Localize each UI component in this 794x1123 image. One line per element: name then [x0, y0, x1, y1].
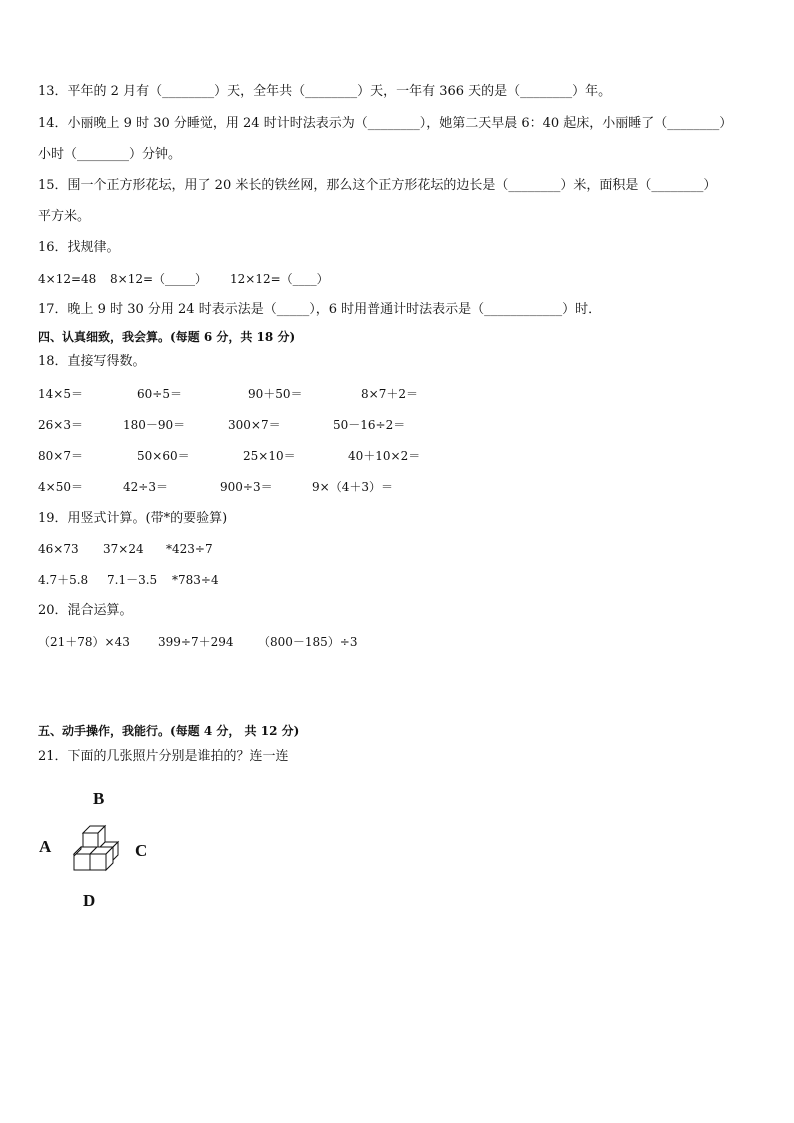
cube-front-right — [90, 854, 106, 870]
q18-r3-c2: 50×60＝ — [137, 449, 190, 463]
q20-item-3: （800－185）÷3 — [258, 635, 358, 649]
q18-r4-c2: 42÷3＝ — [123, 480, 168, 494]
q19-r1-c1: 46×73 — [38, 542, 79, 556]
section-4-title: 四、认真细致，我会算。(每题 6 分，共 18 分) — [38, 330, 296, 344]
q19-r1-c3: *423÷7 — [166, 542, 213, 556]
label-d: D — [83, 891, 96, 910]
label-c: C — [135, 841, 148, 860]
cube-front-left — [74, 854, 90, 870]
q16-item-1: 4×12=48 — [38, 272, 97, 286]
label-a: A — [39, 837, 52, 856]
question-14-line1: 14．小丽晚上 9 时 30 分睡觉，用 24 时计时法表示为（________），她第二天早晨 6：40 起床，小丽睡了（________） — [38, 116, 733, 131]
q18-r1-c2: 60÷5＝ — [137, 387, 182, 401]
q18-r3-c3: 25×10＝ — [243, 449, 296, 463]
cube-figure — [30, 782, 170, 922]
question-19: 19．用竖式计算。(带*的要验算) — [38, 511, 228, 526]
question-15-line2: 平方米。 — [38, 209, 91, 224]
q19-r2-c3: *783÷4 — [172, 573, 219, 587]
question-21: 21．下面的几张照片分别是谁拍的？连一连 — [38, 749, 289, 764]
question-13: 13．平年的 2 月有（________）天，全年共（________）天，一年有 366 天的是（________）年。 — [38, 84, 612, 99]
q18-r3-c1: 80×7＝ — [38, 449, 83, 463]
q18-r2-c4: 50－16÷2＝ — [333, 418, 406, 432]
question-14-line2: 小时（________）分钟。 — [38, 147, 182, 162]
q18-r2-c3: 300×7＝ — [228, 418, 281, 432]
q18-r2-c2: 180－90＝ — [123, 418, 186, 432]
q20-item-2: 399÷7＋294 — [158, 635, 234, 649]
q18-r4-c3: 900÷3＝ — [220, 480, 273, 494]
question-15-line1: 15．围一个正方形花坛，用了 20 米长的铁丝网，那么这个正方形花坛的边长是（________）米，面积是（________） — [38, 178, 717, 193]
q16-item-3: 12×12=（____） — [230, 272, 329, 286]
q18-r4-c4: 9×（4＋3）＝ — [312, 480, 393, 494]
q20-item-1: （21＋78）×43 — [38, 635, 130, 649]
q18-r1-c1: 14×5＝ — [38, 387, 83, 401]
stacked-cubes-drawing — [30, 782, 170, 922]
q19-r1-c2: 37×24 — [103, 542, 144, 556]
q16-item-2: 8×12=（_____） — [110, 272, 208, 286]
q18-r3-c4: 40＋10×2＝ — [348, 449, 421, 463]
q19-r2-c1: 4.7＋5.8 — [38, 573, 89, 587]
question-17: 17．晚上 9 时 30 分用 24 时表示法是（_____），6 时用普通计时法表示是（____________）时． — [38, 302, 602, 317]
q19-r2-c2: 7.1－3.5 — [107, 573, 158, 587]
q18-r4-c1: 4×50＝ — [38, 480, 83, 494]
question-20: 20．混合运算。 — [38, 603, 133, 618]
label-b: B — [93, 789, 105, 808]
question-16: 16．找规律。 — [38, 240, 120, 255]
q18-r2-c1: 26×3＝ — [38, 418, 83, 432]
question-18: 18．直接写得数。 — [38, 354, 146, 369]
q18-r1-c3: 90＋50＝ — [248, 387, 303, 401]
q18-r1-c4: 8×7＋2＝ — [361, 387, 418, 401]
section-5-title: 五、动手操作，我能行。(每题 4 分， 共 12 分) — [38, 724, 300, 738]
